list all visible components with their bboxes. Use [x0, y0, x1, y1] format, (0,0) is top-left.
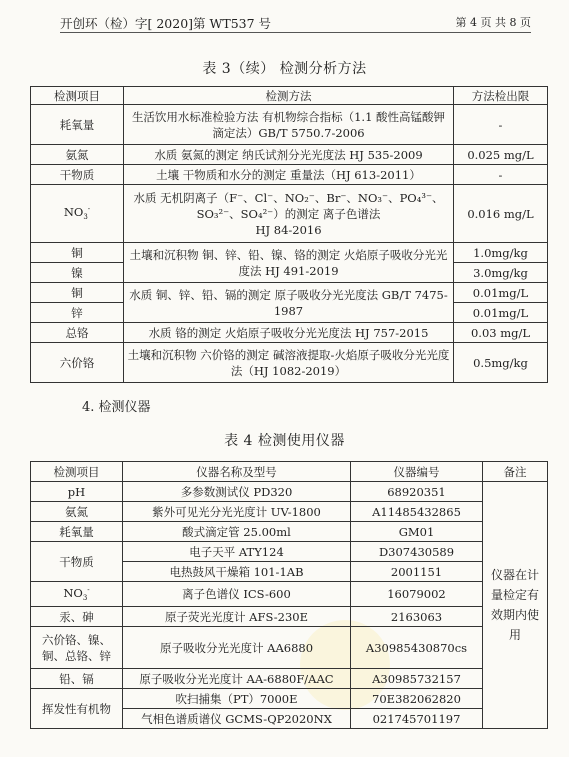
item-cell: 铅、镉	[31, 669, 123, 689]
header-cell: 检测项目	[31, 462, 123, 482]
serial-cell: A30985732157	[351, 669, 483, 689]
header-cell: 方法检出限	[454, 87, 548, 105]
table3-title: 表 3（续） 检测分析方法	[202, 61, 367, 77]
serial-cell: GM01	[351, 522, 483, 542]
serial-cell: 16079002	[351, 582, 483, 607]
table-row	[31, 502, 548, 522]
limit-cell: 0.01mg/L	[454, 303, 548, 323]
remark-cell: 仪器在计量检定有效期内使用	[483, 482, 548, 729]
serial-cell: 70E382062820	[351, 689, 483, 709]
instrument-cell: 电热鼓风干燥箱 101-1AB	[123, 562, 351, 582]
page-header	[60, 14, 531, 33]
table-row	[31, 243, 548, 263]
item-cell: 干物质	[31, 542, 123, 582]
method-cell: 土壤和沉积物 六价铬的测定 碱溶液提取-火焰原子吸收分光光度法（HJ 1082-2019）	[124, 343, 454, 383]
table-row	[31, 343, 548, 383]
item-cell: 六价铬、镍、铜、总铬、锌	[31, 627, 123, 669]
method-cell: 水质 氨氮的测定 纳氏试剂分光光度法 HJ 535-2009	[124, 145, 454, 165]
instrument-cell: 原子吸收分光光度计 AA6880	[123, 627, 351, 669]
item-cell: 耗氧量	[31, 105, 124, 145]
limit-cell: 0.01mg/L	[454, 283, 548, 303]
header-cell: 备注	[483, 462, 548, 482]
table-row	[31, 323, 548, 343]
header-cell: 仪器编号	[351, 462, 483, 482]
method-cell: 水质 铬的测定 火焰原子吸收分光光度法 HJ 757-2015	[124, 323, 454, 343]
item-cell: 氨氮	[31, 145, 124, 165]
table-row	[31, 522, 548, 542]
instrument-cell: 原子荧光光度计 AFS-230E	[123, 607, 351, 627]
table-row	[31, 165, 548, 185]
method-cell: 土壤和沉积物 铜、锌、铅、镍、铬的测定 火焰原子吸收分光光度法 HJ 491-2019	[124, 243, 454, 283]
item-cell: 总铬	[31, 323, 124, 343]
table-row	[31, 105, 548, 145]
serial-cell: 2001151	[351, 562, 483, 582]
nitrate-superscript: -	[87, 586, 90, 594]
table-row	[31, 283, 548, 303]
page-number: 第 4 页 共 8 页	[455, 16, 531, 29]
table-row	[31, 607, 548, 627]
header-cell: 检测项目	[31, 87, 124, 105]
item-cell: 挥发性有机物	[31, 689, 123, 729]
item-cell: 六价铬	[31, 343, 124, 383]
instrument-cell: 气相色谱质谱仪 GCMS-QP2020NX	[123, 709, 351, 729]
table4-title: 表 4 检测使用仪器	[224, 433, 345, 449]
item-cell: 汞、砷	[31, 607, 123, 627]
detection-method-table	[30, 86, 548, 383]
nitrate-subscript: 3	[82, 594, 88, 603]
instrument-cell: 原子吸收分光光度计 AA-6880F/AAC	[123, 669, 351, 689]
item-cell	[31, 582, 123, 607]
table-header-row	[31, 462, 548, 482]
table-row	[31, 689, 548, 709]
instrument-cell: 离子色谱仪 ICS-600	[123, 582, 351, 607]
method-cell: 生活饮用水标准检验方法 有机物综合指标（1.1 酸性高锰酸钾滴定法）GB/T 5750.7-2006	[124, 105, 454, 145]
method-line: HJ 84-2016	[255, 222, 322, 237]
item-cell: 铜	[31, 283, 124, 303]
serial-cell: 021745701197	[351, 709, 483, 729]
limit-cell: -	[454, 105, 548, 145]
table-row	[31, 627, 548, 669]
method-cell: 水质 铜、锌、铅、镉的测定 原子吸收分光光度法 GB/T 7475-1987	[124, 283, 454, 323]
instrument-cell: 电子天平 ATY124	[123, 542, 351, 562]
item-cell	[31, 185, 124, 243]
limit-cell: 0.5mg/kg	[454, 343, 548, 383]
nitrate-superscript: -	[87, 205, 91, 214]
item-cell: 耗氧量	[31, 522, 123, 542]
limit-cell: 1.0mg/kg	[454, 243, 548, 263]
limit-cell: -	[454, 165, 548, 185]
method-cell: 土壤 干物质和水分的测定 重量法（HJ 613-2011）	[124, 165, 454, 185]
nitrate-label: NO	[63, 205, 84, 220]
nitrate-label: NO	[63, 585, 83, 600]
item-cell: 锌	[31, 303, 124, 323]
header-cell: 检测方法	[124, 87, 454, 105]
instrument-cell: 吹扫捕集（PT）7000E	[123, 689, 351, 709]
header-cell: 仪器名称及型号	[123, 462, 351, 482]
item-cell: 镍	[31, 263, 124, 283]
limit-cell: 3.0mg/kg	[454, 263, 548, 283]
table-row	[31, 145, 548, 165]
table-row	[31, 669, 548, 689]
serial-cell: 2163063	[351, 607, 483, 627]
serial-cell: 68920351	[351, 482, 483, 502]
method-cell	[124, 185, 454, 243]
method-line: SO₃²⁻、SO₄²⁻）的测定 离子色谱法	[196, 206, 381, 221]
document-number: 开创环（检）字[ 2020]第 WT537 号	[60, 16, 272, 31]
nitrate-subscript: 3	[83, 213, 88, 222]
limit-cell: 0.025 mg/L	[454, 145, 548, 165]
serial-cell: A11485432865	[351, 502, 483, 522]
limit-cell: 0.016 mg/L	[454, 185, 548, 243]
limit-cell: 0.03 mg/L	[454, 323, 548, 343]
serial-cell: A30985430870cs	[351, 627, 483, 669]
instrument-cell: 多参数测试仪 PD320	[123, 482, 351, 502]
method-line: 水质 无机阴离子（F⁻、Cl⁻、NO₂⁻、Br⁻、NO₃⁻、PO₄³⁻、	[133, 190, 444, 205]
instrument-cell: 紫外可见光分光光度计 UV-1800	[123, 502, 351, 522]
table-header-row	[31, 87, 548, 105]
table-row	[31, 185, 548, 243]
item-cell: 氨氮	[31, 502, 123, 522]
serial-cell: D307430589	[351, 542, 483, 562]
section-heading: 4. 检测仪器	[82, 400, 151, 415]
item-cell: pH	[31, 482, 123, 502]
table-row	[31, 582, 548, 607]
item-cell: 铜	[31, 243, 124, 263]
table-row	[31, 542, 548, 562]
item-cell: 干物质	[31, 165, 124, 185]
instrument-table	[30, 461, 548, 729]
instrument-cell: 酸式滴定管 25.00ml	[123, 522, 351, 542]
table-row	[31, 482, 548, 502]
